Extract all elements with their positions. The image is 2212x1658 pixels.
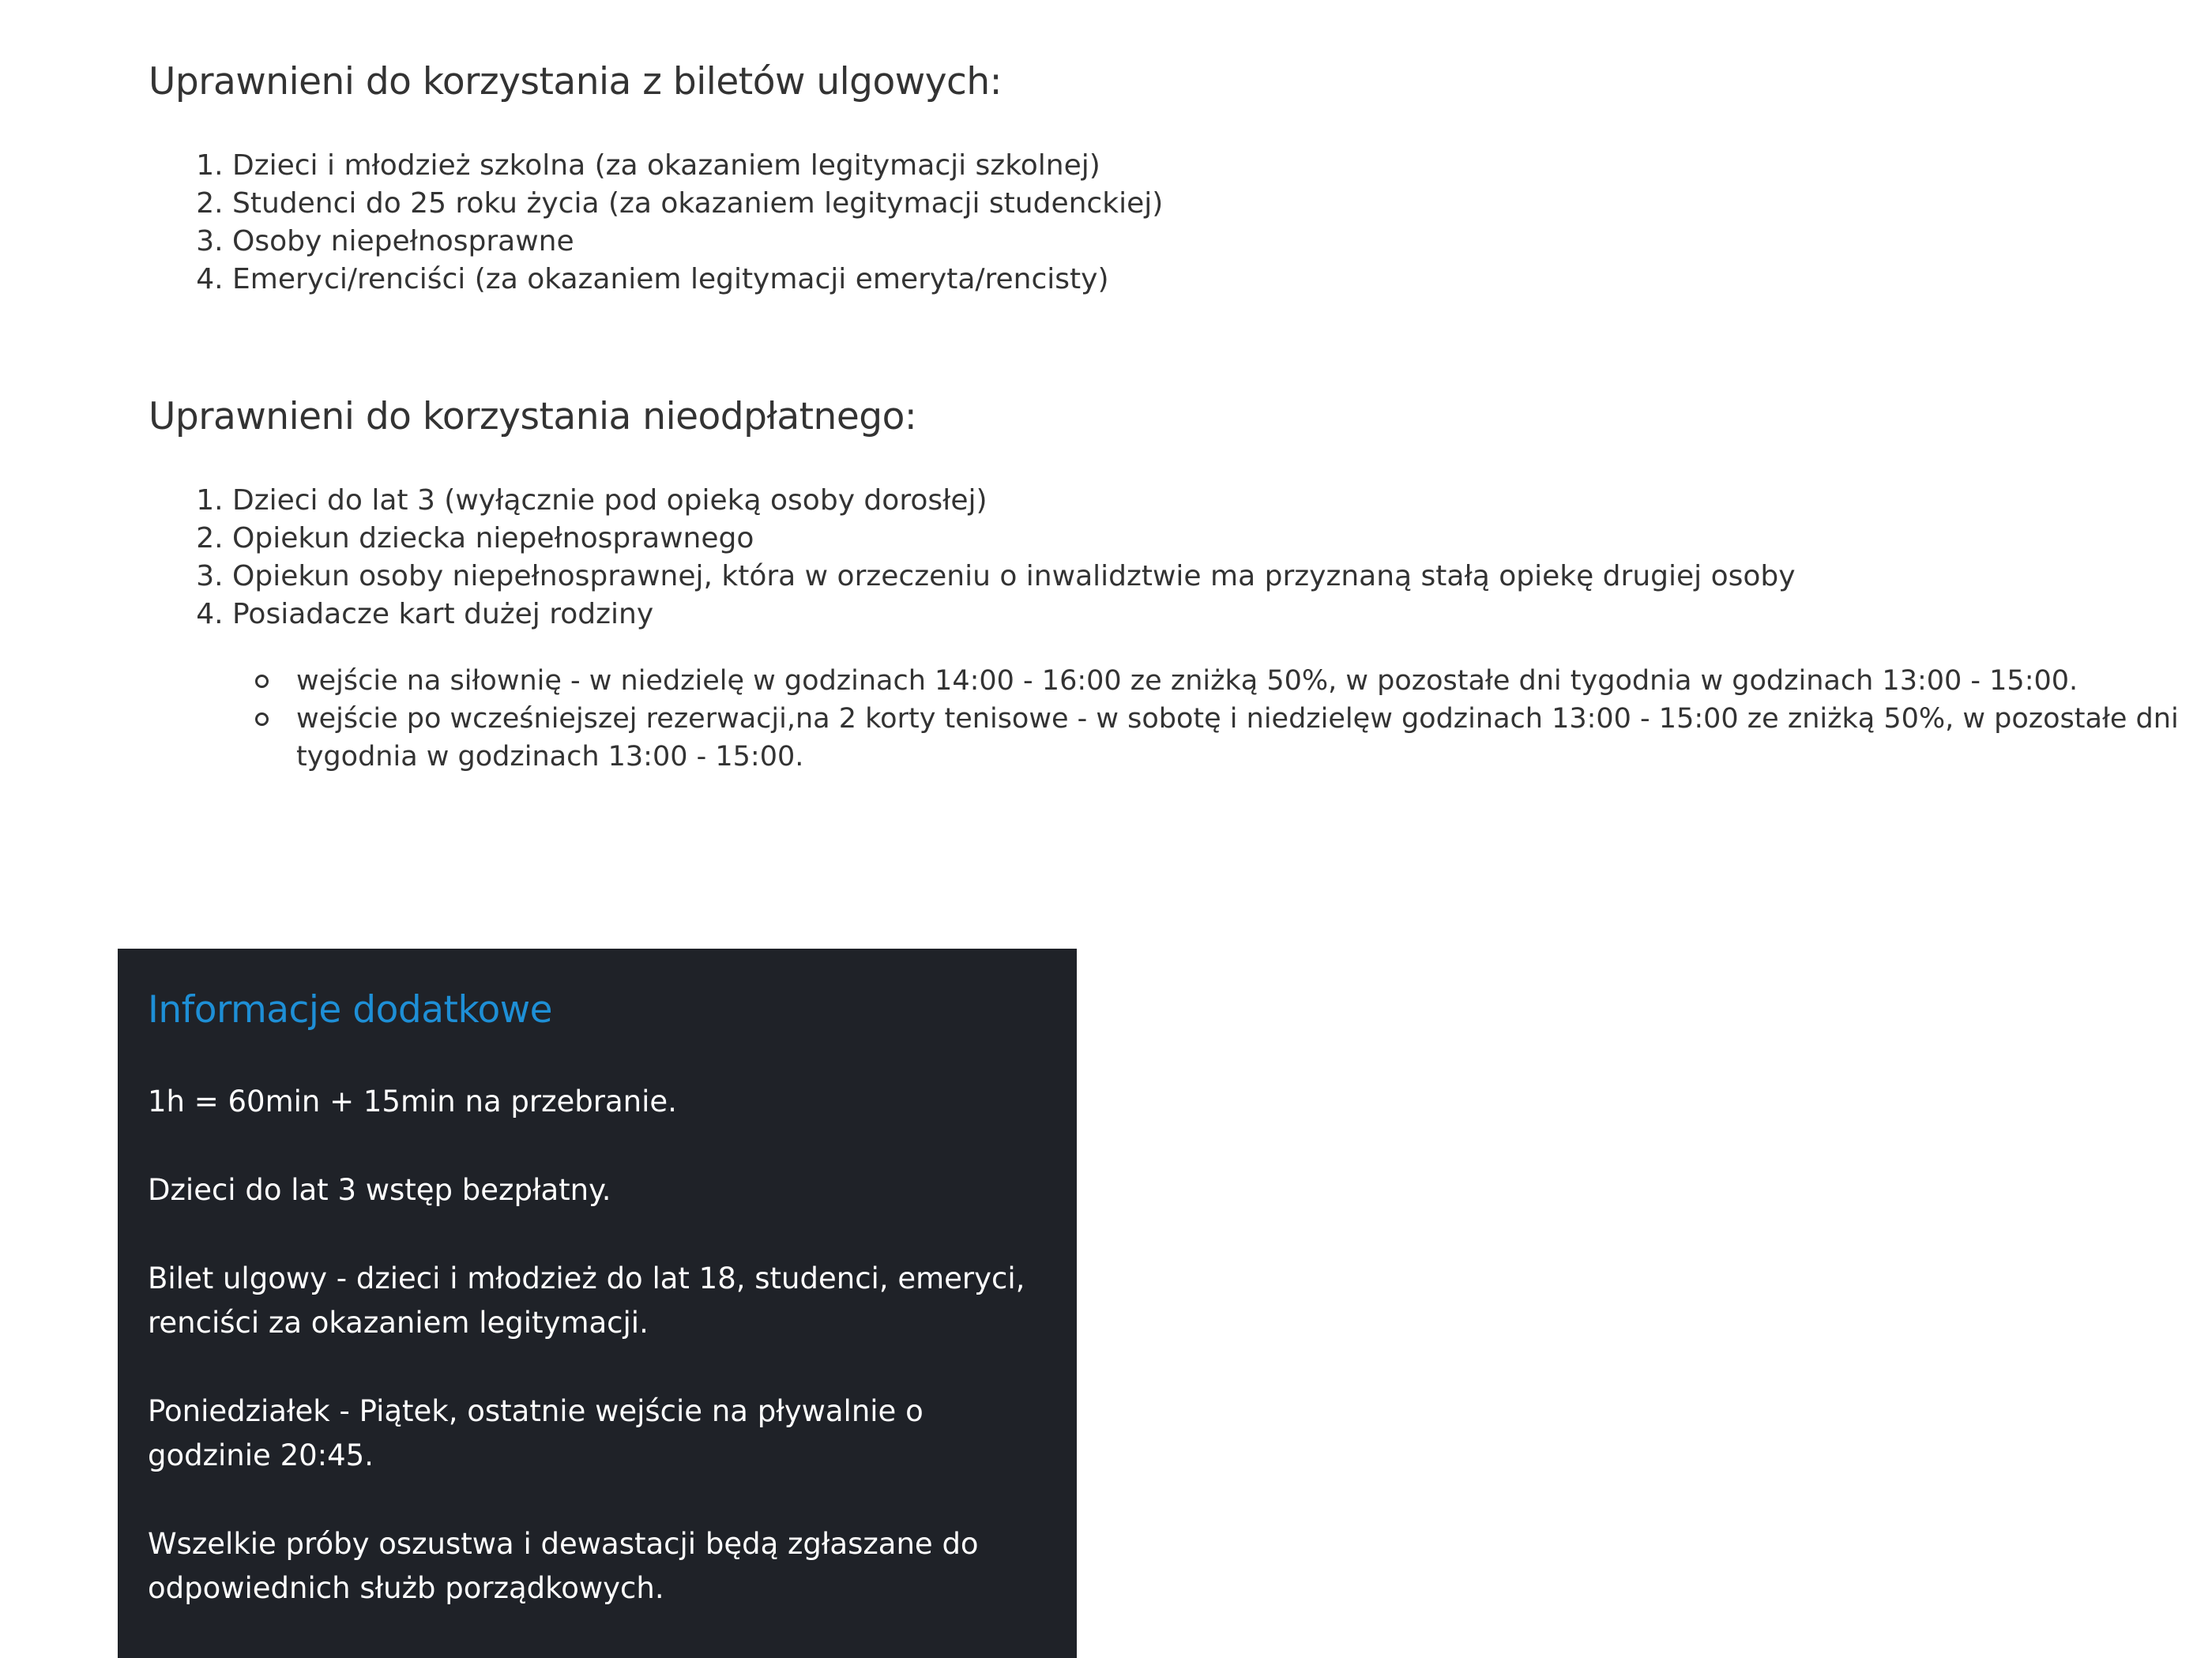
info-paragraph: Dzieci do lat 3 wstęp bezpłatny. [148,1173,611,1208]
reduced-tickets-list [149,147,1163,299]
list-item-text: wejście na siłownię - w niedzielę w godzinach 14:00 - 16:00 ze zniżką 50%, w pozostałe dni tygodnia w godzinach 13:00 - 15:00. [296,665,2078,697]
info-paragraph: Poniedziałek - Piątek, ostatnie wejście na pływalnie o godzinie 20:45. [148,1394,924,1473]
info-paragraph: Bilet ulgowy - dzieci i młodzież do lat 18, studenci, emeryci, renciści za okazaniem legitymacji. [148,1261,1025,1340]
list-item [296,662,2212,700]
list-item-text: wejście po wcześniejszej rezerwacji,na 2 korty tenisowe - w sobotę i niedzielęw godzinach 13:00 - 15:00 ze zniżką 50%, w pozostałe dni tygodnia w godzinach 13:00 - 15:00. [296,703,2179,773]
circle-bullet-icon [255,675,269,688]
list-item: 2. Opiekun dziecka niepełnosprawnego [232,520,1796,558]
info-paragraph: Wszelkie próby oszustwa i dewastacji będą zgłaszane do odpowiednich służb porządkowych. [148,1527,979,1606]
list-item: 3. Opiekun osoby niepełnosprawnej, która w orzeczeniu o inwalidztwie ma przyznaną stałą opiekę drugiej osoby [232,558,1796,596]
list-item: 1. Dzieci do lat 3 (wyłącznie pod opieką osoby dorosłej) [232,482,1796,520]
additional-info-body [148,1080,1047,1611]
reduced-tickets-heading: Uprawnieni do korzystania z biletów ulgowych: [149,60,1002,103]
list-item: 2. Studenci do 25 roku życia (za okazaniem legitymacji studenckiej) [232,185,1163,223]
free-entry-list [149,482,1796,633]
free-entry-heading: Uprawnieni do korzystania nieodpłatnego: [149,395,917,438]
list-item: 3. Osoby niepełnosprawne [232,223,1163,261]
list-item: 1. Dzieci i młodzież szkolna (za okazaniem legitymacji szkolnej) [232,147,1163,185]
list-item: 4. Emeryci/renciści (za okazaniem legitymacji emeryta/rencisty) [232,261,1163,299]
additional-info-box [118,949,1077,1658]
list-item: 4. Posiadacze kart dużej rodziny [232,596,1796,633]
large-family-benefits-list [149,662,2212,776]
additional-info-title: Informacje dodatkowe [148,988,553,1032]
circle-bullet-icon [255,712,269,726]
info-paragraph: 1h = 60min + 15min na przebranie. [148,1085,677,1119]
list-item [296,700,2212,776]
